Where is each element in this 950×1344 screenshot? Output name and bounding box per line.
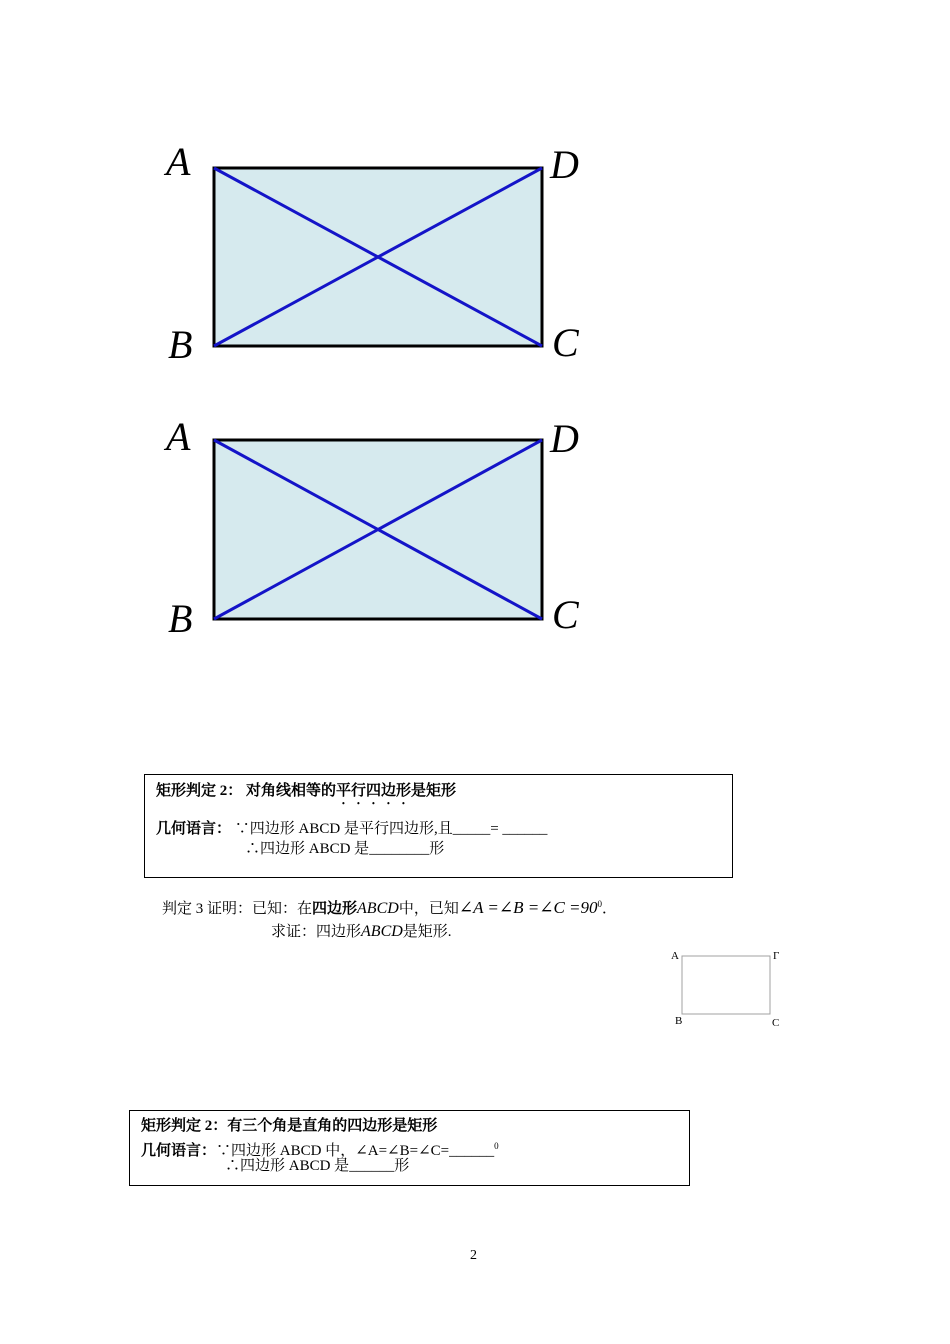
theorem-title xyxy=(156,781,456,808)
variable-abcd: ABCD xyxy=(361,923,403,940)
vertex-label-b: B xyxy=(168,322,193,367)
small-rectangle-shape xyxy=(682,956,770,1014)
given-mid: 中，已知 xyxy=(398,901,459,917)
angle-expression: ∠A =∠B =∠C =90 xyxy=(458,898,598,917)
small-label-d: Γ xyxy=(773,950,780,962)
proof-3-given xyxy=(162,897,617,918)
small-label-b: B xyxy=(675,1015,683,1027)
theorem-box-2 xyxy=(144,774,733,878)
title-dotted: 平行四边形 xyxy=(336,783,412,799)
answer-blank: ______ xyxy=(449,1143,495,1159)
page-number: 2 xyxy=(470,1248,477,1263)
vertex-label-a: A xyxy=(166,139,191,184)
theorem-box-3 xyxy=(129,1110,690,1186)
line1-text: ∵四边形 ABCD 是平行四边形,且 xyxy=(234,821,453,837)
degree-sup: 0 xyxy=(597,899,603,909)
small-label-a: A xyxy=(671,950,679,962)
prove-suffix: 是矩形. xyxy=(402,924,452,940)
rectangle-figure-2 xyxy=(150,402,600,642)
geometry-language-line-2 xyxy=(225,1156,409,1176)
vertex-label-d: D xyxy=(550,142,579,187)
prove-prefix: 求证：四边形 xyxy=(271,924,362,940)
answer-blank: ______ xyxy=(349,1158,395,1174)
title-prefix: 矩形判定 2： 对角线相等的 xyxy=(156,783,337,799)
line2-text: ∴四边形 ABCD 是 xyxy=(245,841,370,857)
vertex-label-c: C xyxy=(552,320,579,365)
line2-suffix: 形 xyxy=(429,841,445,857)
title-suffix: 是矩形 xyxy=(411,783,457,799)
given-bold: 四边形 xyxy=(312,901,358,917)
geometry-language-line-2 xyxy=(245,839,444,859)
geo-label: 几何语言： xyxy=(156,821,232,837)
theorem-title: 矩形判定 2：有三个角是直角的四边形是矩形 xyxy=(141,1118,438,1134)
geometry-language-line-1 xyxy=(156,819,547,839)
answer-blank: _____ xyxy=(452,821,491,837)
proof-3-prove xyxy=(271,920,452,941)
equals-sign: = xyxy=(490,821,503,837)
small-label-c: C xyxy=(772,1017,780,1029)
vertex-label-d: D xyxy=(550,416,579,461)
given-end: ． xyxy=(602,901,618,917)
line1-text: ∵四边形 ABCD 中，∠A=∠B=∠C= xyxy=(216,1143,450,1159)
small-rectangle-figure xyxy=(668,946,784,1030)
vertex-label-b: B xyxy=(168,596,193,641)
given-prefix: 判定 3 证明：已知：在 xyxy=(162,901,313,917)
line2-suffix: 形 xyxy=(394,1158,410,1174)
vertex-label-a: A xyxy=(166,414,191,459)
variable-abcd: ABCD xyxy=(357,900,399,917)
line2-text: ∴四边形 ABCD 是 xyxy=(225,1158,350,1174)
answer-blank: ________ xyxy=(369,841,430,857)
geo-label: 几何语言： xyxy=(141,1143,217,1159)
rectangle-figure-1 xyxy=(150,130,600,370)
vertex-label-c: C xyxy=(552,592,579,637)
degree-sup: 0 xyxy=(494,1141,499,1151)
answer-blank: ______ xyxy=(502,821,548,837)
